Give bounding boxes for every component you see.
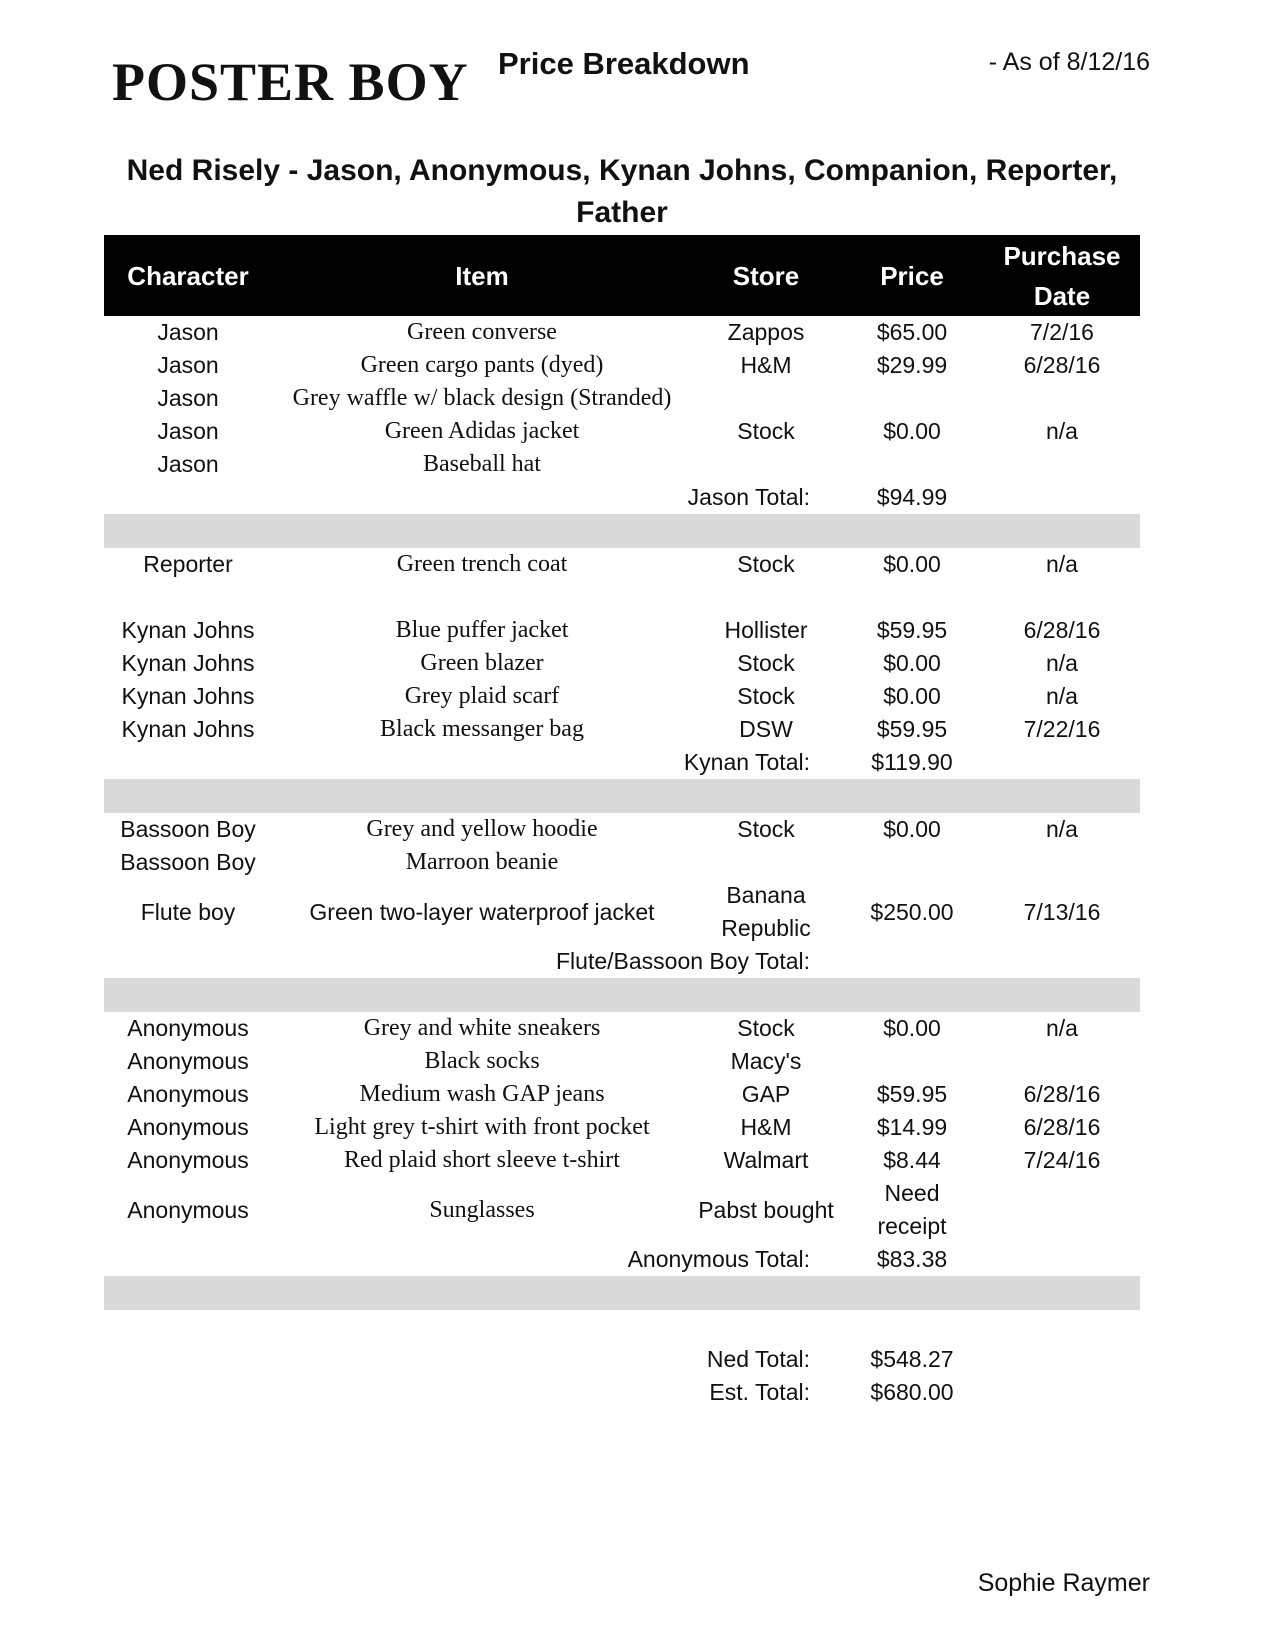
item-cell: Grey waffle w/ black design (Stranded) (292, 385, 672, 411)
item-cell: Baseball hat (423, 451, 541, 477)
character-cell: Anonymous (127, 1048, 249, 1074)
price-breakdown-table (104, 235, 1140, 1409)
item-cell: Red plaid short sleeve t-shirt (344, 1147, 620, 1173)
date-cell: n/a (1046, 418, 1078, 444)
column-header-purchase-date: Purchase Date (984, 235, 1140, 316)
item-cell: Green trench coat (396, 551, 568, 577)
price-cell: $0.00 (883, 650, 941, 676)
item-cell: Black socks (424, 1048, 540, 1074)
anonymous-total-value: $83.38 (876, 1246, 948, 1272)
item-cell: Medium wash GAP jeans (359, 1081, 605, 1107)
show-title: POSTER BOY (112, 52, 469, 112)
table-row (104, 647, 1140, 680)
table-row (104, 1177, 1140, 1243)
price-cell: $0.00 (883, 816, 941, 842)
store-cell: Stock (737, 650, 795, 676)
table-row (104, 1111, 1140, 1144)
store-cell: Zappos (727, 319, 805, 345)
subtotal-row-flute-bassoon (104, 945, 1140, 978)
column-header-character: Character (104, 235, 272, 316)
price-cell: $59.95 (876, 1081, 948, 1107)
subtotal-row-anonymous (104, 1243, 1140, 1276)
flute-bassoon-total-label: Flute/Bassoon Boy Total: (556, 948, 810, 974)
price-cell: $0.00 (883, 551, 941, 577)
character-cell: Anonymous (127, 1114, 249, 1140)
jason-total-value: $94.99 (876, 484, 948, 510)
store-cell: Macy's (730, 1048, 802, 1074)
spacer-row (104, 581, 1140, 614)
price-cell: $14.99 (876, 1114, 948, 1140)
store-cell: H&M (740, 352, 792, 378)
table-row (104, 548, 1140, 581)
date-cell: n/a (1046, 1015, 1078, 1041)
character-cell: Kynan Johns (121, 716, 255, 742)
date-cell: 7/22/16 (1023, 716, 1101, 742)
item-cell: Green two-layer waterproof jacket (309, 898, 655, 925)
price-cell: $59.95 (876, 617, 948, 643)
section-separator (104, 779, 1140, 813)
date-cell: n/a (1046, 816, 1078, 842)
est-total-value: $680.00 (870, 1379, 954, 1405)
table-row (104, 1045, 1140, 1078)
date-cell: n/a (1046, 683, 1078, 709)
item-cell: Grey and yellow hoodie (366, 816, 598, 842)
store-cell: Stock (737, 816, 795, 842)
store-cell (692, 448, 840, 481)
table-row (104, 1144, 1140, 1177)
price-cell (840, 846, 984, 879)
item-cell: Green blazer (420, 650, 544, 676)
item-cell: Green Adidas jacket (384, 418, 580, 444)
column-header-item: Item (272, 235, 692, 316)
section-separator (104, 1276, 1140, 1310)
item-cell: Green cargo pants (dyed) (360, 352, 604, 378)
ned-total-value: $548.27 (870, 1346, 954, 1372)
grand-total-row-ned (104, 1343, 1140, 1376)
character-cell: Jason (157, 352, 219, 378)
character-cell: Bassoon Boy (120, 816, 256, 842)
section-separator (104, 514, 1140, 548)
date-cell: 6/28/16 (1023, 1081, 1101, 1107)
date-cell: 7/2/16 (1030, 319, 1094, 345)
date-cell (984, 382, 1140, 415)
price-cell (840, 1045, 984, 1078)
date-cell: n/a (1046, 650, 1078, 676)
date-cell (984, 1177, 1140, 1243)
grand-total-row-estimate (104, 1376, 1140, 1409)
character-cell: Anonymous (127, 1196, 249, 1223)
character-cell: Bassoon Boy (120, 849, 256, 875)
price-cell: $65.00 (876, 319, 948, 345)
character-cell: Jason (157, 451, 219, 477)
date-cell: 7/13/16 (1023, 898, 1101, 925)
character-cell: Jason (157, 319, 219, 345)
table-row (104, 846, 1140, 879)
store-cell: Stock (737, 551, 795, 577)
table-body (104, 316, 1140, 1409)
date-cell (984, 846, 1140, 879)
table-row (104, 1078, 1140, 1111)
jason-total-label: Jason Total: (687, 484, 810, 510)
item-cell: Black messanger bag (380, 716, 584, 742)
store-cell: H&M (740, 1114, 792, 1140)
table-row (104, 316, 1140, 349)
store-cell (692, 846, 840, 879)
table-row (104, 713, 1140, 746)
table-row (104, 1012, 1140, 1045)
price-cell: $8.44 (883, 1147, 941, 1173)
anonymous-total-label: Anonymous Total: (627, 1246, 810, 1272)
date-cell: 7/24/16 (1023, 1147, 1101, 1173)
character-cell: Kynan Johns (121, 617, 255, 643)
store-cell: Stock (737, 418, 795, 444)
price-cell: $0.00 (883, 418, 941, 444)
store-cell: DSW (739, 716, 793, 742)
subtotal-row-kynan (104, 746, 1140, 779)
character-cell: Kynan Johns (121, 683, 255, 709)
table-row (104, 879, 1140, 945)
price-cell (840, 448, 984, 481)
kynan-total-label: Kynan Total: (683, 749, 810, 775)
character-cell: Jason (157, 385, 219, 411)
price-cell: $59.95 (876, 716, 948, 742)
item-cell: Grey plaid scarf (404, 683, 560, 709)
ned-total-label: Ned Total: (706, 1346, 810, 1372)
date-cell: n/a (1046, 551, 1078, 577)
item-cell: Grey and white sneakers (363, 1015, 601, 1041)
store-cell: Banana Republic (721, 882, 811, 941)
character-cell: Jason (157, 418, 219, 444)
character-cell: Anonymous (127, 1147, 249, 1173)
item-cell: Marroon beanie (405, 849, 559, 875)
store-cell: Hollister (724, 617, 808, 643)
character-cell: Kynan Johns (121, 650, 255, 676)
table-row (104, 614, 1140, 647)
flute-bassoon-total-value (840, 945, 984, 978)
column-header-price: Price (840, 235, 984, 316)
item-cell: Sunglasses (429, 1196, 535, 1223)
item-cell: Light grey t-shirt with front pocket (314, 1114, 650, 1140)
table-header (104, 235, 1140, 316)
table-row (104, 349, 1140, 382)
item-cell: Blue puffer jacket (395, 617, 569, 643)
character-cell: Anonymous (127, 1081, 249, 1107)
date-cell (984, 448, 1140, 481)
section-separator (104, 978, 1140, 1012)
spacer-row (104, 1310, 1140, 1343)
date-cell: 6/28/16 (1023, 617, 1101, 643)
table-row (104, 382, 1140, 415)
column-header-store: Store (692, 235, 840, 316)
price-cell: $0.00 (883, 1015, 941, 1041)
table-row (104, 448, 1140, 481)
as-of-date: - As of 8/12/16 (988, 48, 1150, 76)
table-row (104, 415, 1140, 448)
date-cell (984, 1045, 1140, 1078)
price-cell: $250.00 (870, 898, 954, 925)
store-cell (692, 382, 840, 415)
character-cell: Flute boy (140, 898, 236, 925)
store-cell: Pabst bought (698, 1196, 834, 1223)
price-cell: $29.99 (876, 352, 948, 378)
kynan-total-value: $119.90 (871, 749, 953, 775)
store-cell: Stock (737, 683, 795, 709)
actor-heading: Ned Risely - Jason, Anonymous, Kynan Johns, Companion, Reporter, Father (126, 154, 1118, 229)
table-row (104, 813, 1140, 846)
item-cell: Green converse (407, 319, 557, 345)
document-title: Price Breakdown (498, 46, 750, 81)
date-cell: 6/28/16 (1023, 1114, 1101, 1140)
store-cell: GAP (741, 1081, 791, 1107)
table-row (104, 680, 1140, 713)
price-cell: Need receipt (877, 1180, 947, 1239)
store-cell: Walmart (723, 1147, 809, 1173)
character-cell: Reporter (143, 551, 233, 577)
header-row (104, 235, 1140, 316)
subtotal-row-jason (104, 481, 1140, 514)
store-cell: Stock (737, 1015, 795, 1041)
price-cell: $0.00 (883, 683, 941, 709)
price-cell (840, 382, 984, 415)
date-cell: 6/28/16 (1023, 352, 1101, 378)
author-signature: Sophie Raymer (977, 1569, 1150, 1597)
est-total-label: Est. Total: (709, 1379, 810, 1405)
character-cell: Anonymous (127, 1015, 249, 1041)
